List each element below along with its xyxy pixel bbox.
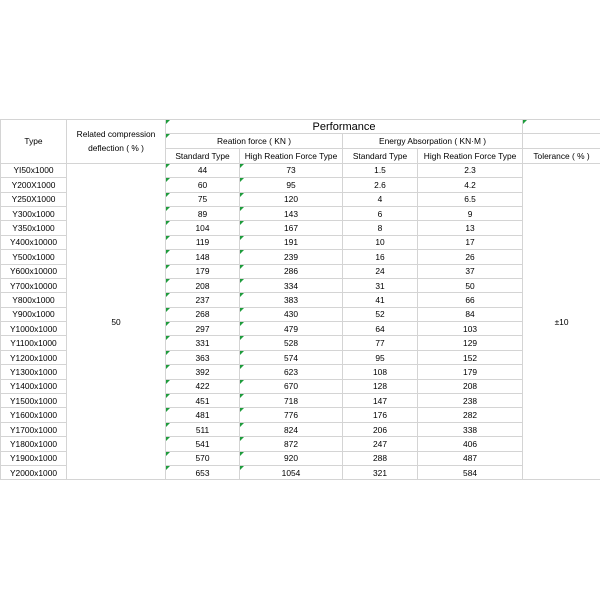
cell-type: Y200X1000 [1,178,67,192]
cell-type: Y350x1000 [1,221,67,235]
cell-high-energy: 9 [418,206,523,220]
cell-high-energy: 26 [418,250,523,264]
cell-high-force: 167 [240,221,343,235]
cell-high-energy: 84 [418,307,523,321]
cell-standard-energy: 321 [343,465,418,479]
cell-type: Y1800x1000 [1,437,67,451]
cell-standard-energy: 77 [343,336,418,350]
cell-standard-force: 297 [166,322,240,336]
cell-high-energy: 282 [418,408,523,422]
cell-high-force: 776 [240,408,343,422]
cell-standard-energy: 247 [343,437,418,451]
cell-type: Y500x1000 [1,250,67,264]
cell-standard-energy: 108 [343,365,418,379]
cell-standard-force: 331 [166,336,240,350]
cell-standard-energy: 95 [343,350,418,364]
cell-standard-force: 208 [166,278,240,292]
cell-standard-force: 422 [166,379,240,393]
cell-high-force: 239 [240,250,343,264]
cell-standard-energy: 4 [343,192,418,206]
cell-standard-energy: 176 [343,408,418,422]
header-empty-cell-2 [523,134,600,149]
cell-type: Y2000x1000 [1,465,67,479]
cell-standard-force: 570 [166,451,240,465]
header-performance: Performance [166,120,523,134]
cell-type: Y400x10000 [1,235,67,249]
cell-high-force: 286 [240,264,343,278]
cell-standard-force: 237 [166,293,240,307]
cell-standard-energy: 10 [343,235,418,249]
cell-high-energy: 17 [418,235,523,249]
cell-high-force: 670 [240,379,343,393]
cell-standard-energy: 288 [343,451,418,465]
cell-standard-force: 481 [166,408,240,422]
cell-high-force: 479 [240,322,343,336]
cell-type: Y1000x1000 [1,322,67,336]
cell-type: Y600x10000 [1,264,67,278]
cell-high-force: 191 [240,235,343,249]
header-type: Type [1,120,67,164]
cell-type: Y1200x1000 [1,350,67,364]
cell-standard-force: 511 [166,422,240,436]
cell-high-energy: 406 [418,437,523,451]
cell-high-force: 383 [240,293,343,307]
cell-high-force: 718 [240,394,343,408]
cell-standard-energy: 64 [343,322,418,336]
cell-type: YI50x1000 [1,163,67,177]
cell-high-force: 120 [240,192,343,206]
cell-high-energy: 208 [418,379,523,393]
cell-standard-force: 653 [166,465,240,479]
cell-high-energy: 238 [418,394,523,408]
cell-high-energy: 487 [418,451,523,465]
cell-type: Y300x1000 [1,206,67,220]
cell-standard-energy: 206 [343,422,418,436]
cell-standard-force: 363 [166,350,240,364]
cell-standard-force: 541 [166,437,240,451]
performance-table-sheet [0,119,600,480]
cell-standard-energy: 24 [343,264,418,278]
cell-standard-force: 451 [166,394,240,408]
cell-high-force: 1054 [240,465,343,479]
cell-deflection: 50 [67,163,166,480]
cell-high-energy: 2.3 [418,163,523,177]
cell-standard-force: 44 [166,163,240,177]
cell-high-force: 334 [240,278,343,292]
cell-high-energy: 129 [418,336,523,350]
cell-standard-force: 89 [166,206,240,220]
cell-high-energy: 6.5 [418,192,523,206]
header-reaction-force: Reation force ( KN ) [166,134,343,149]
cell-standard-energy: 16 [343,250,418,264]
header-tolerance: Tolerance ( % ) [523,149,600,163]
cell-tolerance: ±10 [523,163,600,480]
cell-high-energy: 66 [418,293,523,307]
table-body [1,163,600,480]
cell-standard-energy: 41 [343,293,418,307]
cell-high-force: 73 [240,163,343,177]
cell-high-force: 143 [240,206,343,220]
cell-high-energy: 152 [418,350,523,364]
cell-type: Y1300x1000 [1,365,67,379]
cell-standard-energy: 8 [343,221,418,235]
header-deflection: Related compression deflection ( % ) [67,120,166,164]
cell-standard-energy: 2.6 [343,178,418,192]
cell-type: Y1600x1000 [1,408,67,422]
cell-type: Y1500x1000 [1,394,67,408]
cell-high-force: 528 [240,336,343,350]
cell-type: Y1100x1000 [1,336,67,350]
cell-type: Y1400x1000 [1,379,67,393]
header-standard-type-energy: Standard Type [343,149,418,163]
cell-high-energy: 37 [418,264,523,278]
cell-high-energy: 50 [418,278,523,292]
cell-high-force: 95 [240,178,343,192]
header-energy-absorption: Energy Absorpation ( KN·M ) [343,134,523,149]
header-standard-type-force: Standard Type [166,149,240,163]
cell-high-force: 430 [240,307,343,321]
header-high-type-energy: High Reation Force Type [418,149,523,163]
performance-table [0,119,600,480]
header-high-type-force: High Reation Force Type [240,149,343,163]
cell-standard-energy: 147 [343,394,418,408]
cell-standard-energy: 52 [343,307,418,321]
cell-type: Y1700x1000 [1,422,67,436]
header-empty-cell [523,120,600,134]
cell-high-force: 574 [240,350,343,364]
cell-high-energy: 103 [418,322,523,336]
cell-standard-force: 179 [166,264,240,278]
cell-standard-force: 148 [166,250,240,264]
cell-standard-force: 268 [166,307,240,321]
cell-high-energy: 584 [418,465,523,479]
cell-standard-energy: 1.5 [343,163,418,177]
table-row [1,163,600,177]
cell-high-force: 623 [240,365,343,379]
cell-type: Y700x10000 [1,278,67,292]
cell-type: Y1900x1000 [1,451,67,465]
cell-standard-energy: 31 [343,278,418,292]
cell-high-energy: 4.2 [418,178,523,192]
cell-high-energy: 179 [418,365,523,379]
cell-standard-force: 392 [166,365,240,379]
cell-standard-energy: 6 [343,206,418,220]
cell-type: Y900x1000 [1,307,67,321]
cell-high-energy: 13 [418,221,523,235]
cell-type: Y800x1000 [1,293,67,307]
cell-type: Y250X1000 [1,192,67,206]
cell-high-force: 872 [240,437,343,451]
cell-standard-energy: 128 [343,379,418,393]
cell-standard-force: 104 [166,221,240,235]
cell-high-force: 920 [240,451,343,465]
cell-high-force: 824 [240,422,343,436]
cell-high-energy: 338 [418,422,523,436]
cell-standard-force: 75 [166,192,240,206]
cell-standard-force: 60 [166,178,240,192]
cell-standard-force: 119 [166,235,240,249]
